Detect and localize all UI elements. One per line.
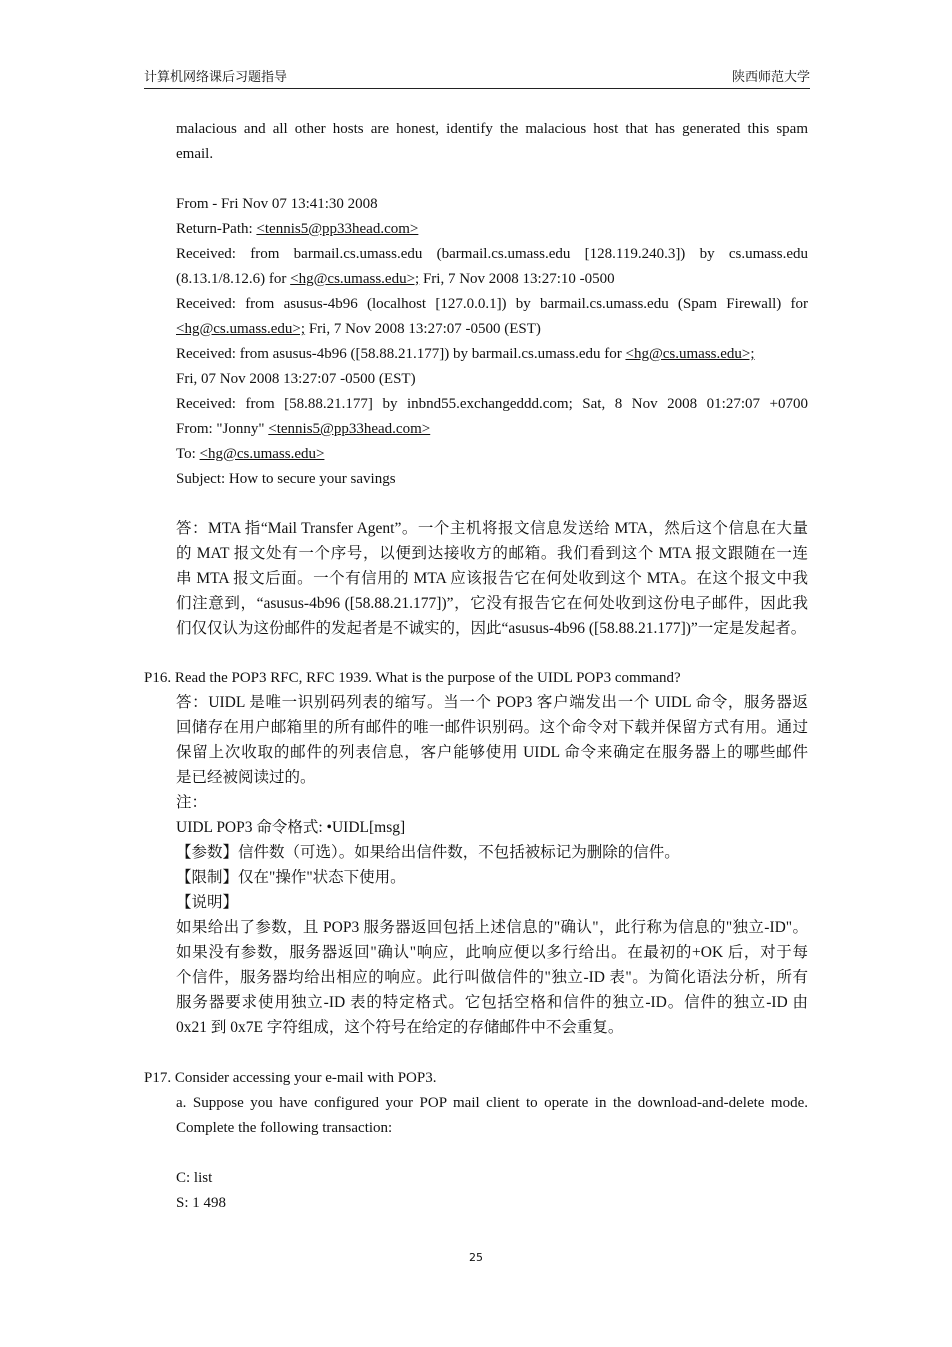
p16-param: 【参数】信件数（可选）。如果给出信件数，不包括被标记为删除的信件。 [176, 844, 680, 861]
p16-format: UIDL POP3 命令格式: •UIDL[msg] [176, 819, 406, 836]
p16-limit: 【限制】仅在"操作"状态下使用。 [176, 869, 406, 886]
email-received-2a: Received: from asusus-4b96 (localhost [127.0.0.1]) by barmail.cs.umass.edu (Spam Firewall) for [176, 296, 808, 312]
p16-explain-line: 0x21 到 0x7E 字符组成，这个符号在给定的存储邮件中不会重复。 [176, 1019, 624, 1036]
email-received-1b [176, 269, 615, 289]
email-received-3b: Fri, 07 Nov 2008 13:27:07 -0500 (EST) [176, 371, 416, 387]
intro-line: malacious and all other hosts are honest, identify the malacious host that has generated this spam [176, 121, 808, 137]
email-from-header [176, 419, 430, 439]
p16-explain-line: 服务器要求使用独立-ID 表的特定格式。它包括空格和信件的独立-ID。信件的独立-ID 由 [176, 994, 808, 1011]
question-p17: P17. Consider accessing your e-mail with POP3. [144, 1070, 437, 1086]
email-received-2b [176, 319, 541, 339]
transaction-line: S: 1 498 [176, 1195, 227, 1211]
transaction-line: C: list [176, 1170, 213, 1186]
answer-line: 们注意到，“asusus-4b96 ([58.88.21.177])”，它没有报告它在何处收到这份电子邮件，因此我 [176, 595, 808, 612]
answer-line: 的 MAT 报文处有一个序号，以便到达接收方的邮箱。我们看到这个 MTA 报文跟随在一连 [176, 545, 808, 562]
answer-line: 答：MTA 指“Mail Transfer Agent”。一个主机将报文信息发送给 MTA，然后这个信息在大量 [176, 520, 808, 537]
return-path-label: Return-Path: [176, 221, 257, 237]
received-1b-link[interactable]: <hg@cs.umass.edu>; [290, 271, 420, 287]
page-header [144, 66, 810, 89]
header-right-title: 陕西师范大学 [731, 69, 810, 84]
p16-note-label: 注： [176, 794, 208, 811]
p16-explain-label: 【说明】 [176, 894, 239, 911]
received-2b-date: Fri, 7 Nov 2008 13:27:07 -0500 (EST) [305, 321, 541, 337]
p16-explain-line: 如果没有参数，服务器返回"确认"响应，此响应便以多行给出。在最初的+OK 后，对于每 [176, 944, 808, 961]
email-received-1a: Received: from barmail.cs.umass.edu (barmail.cs.umass.edu [128.119.240.3]) by cs.umass.edu [176, 246, 808, 262]
p16-answer-line: 答：UIDL 是唯一识别码列表的缩写。当一个 POP3 客户端发出一个 UIDL 命令，服务器返 [176, 694, 808, 711]
p16-explain-line: 如果给出了参数，且 POP3 服务器返回包括上述信息的"确认"，此行称为信息的"独立-ID"。 [176, 919, 808, 936]
question-p16: P16. Read the POP3 RFC, RFC 1939. What is the purpose of the UIDL POP3 command? [144, 670, 681, 686]
received-3a-text: Received: from asusus-4b96 ([58.88.21.177]) by barmail.cs.umass.edu for [176, 346, 626, 362]
from-label: From: "Jonny" [176, 421, 269, 437]
to-link[interactable]: <hg@cs.umass.edu> [199, 446, 325, 462]
p16-answer-line: 保留上次收取的邮件的列表信息，客户能够使用 UIDL 命令来确定在服务器上的哪些邮件 [176, 744, 808, 761]
received-3a-link[interactable]: <hg@cs.umass.edu>; [625, 346, 755, 362]
email-received-3a [176, 344, 755, 364]
email-to-header [176, 444, 324, 464]
received-1b-date: Fri, 7 Nov 2008 13:27:10 -0500 [419, 271, 615, 287]
received-1b-text: (8.13.1/8.12.6) for [176, 271, 291, 287]
p16-answer-line: 回储存在用户邮箱里的所有邮件的唯一邮件识别码。这个命令对下载并保留方式有用。通过 [176, 719, 808, 736]
answer-line: 串 MTA 报文后面。一个有信用的 MTA 应该报告它在何处收到这个 MTA。在这个报文中我 [176, 570, 808, 587]
from-link[interactable]: <tennis5@pp33head.com> [268, 421, 431, 437]
p17-part-a-line: a. Suppose you have configured your POP mail client to operate in the download-and-delete mode. [176, 1095, 808, 1111]
page-number: 25 [469, 1251, 483, 1264]
to-label: To: [176, 446, 200, 462]
header-left-title: 计算机网络课后习题指导 [144, 69, 288, 84]
return-path-link[interactable]: <tennis5@pp33head.com> [256, 221, 419, 237]
email-subject: Subject: How to secure your savings [176, 471, 396, 487]
received-2b-link[interactable]: <hg@cs.umass.edu>; [176, 321, 306, 337]
intro-line: email. [176, 146, 214, 162]
answer-line: 们仅仅认为这份邮件的发起者是不诚实的，因此“asusus-4b96 ([58.88.21.177])”一定是发起者。 [176, 620, 807, 637]
p17-part-a-line: Complete the following transaction: [176, 1120, 393, 1136]
p16-answer-line: 是已经被阅读过的。 [176, 769, 316, 786]
email-from-line: From - Fri Nov 07 13:41:30 2008 [176, 196, 378, 212]
email-received-4: Received: from [58.88.21.177] by inbnd55.exchangeddd.com; Sat, 8 Nov 2008 01:27:07 +0700 [176, 396, 808, 412]
p16-explain-line: 个信件，服务器均给出相应的响应。此行叫做信件的"独立-ID 表"。为简化语法分析，所有 [176, 969, 808, 986]
email-return-path [176, 219, 418, 239]
